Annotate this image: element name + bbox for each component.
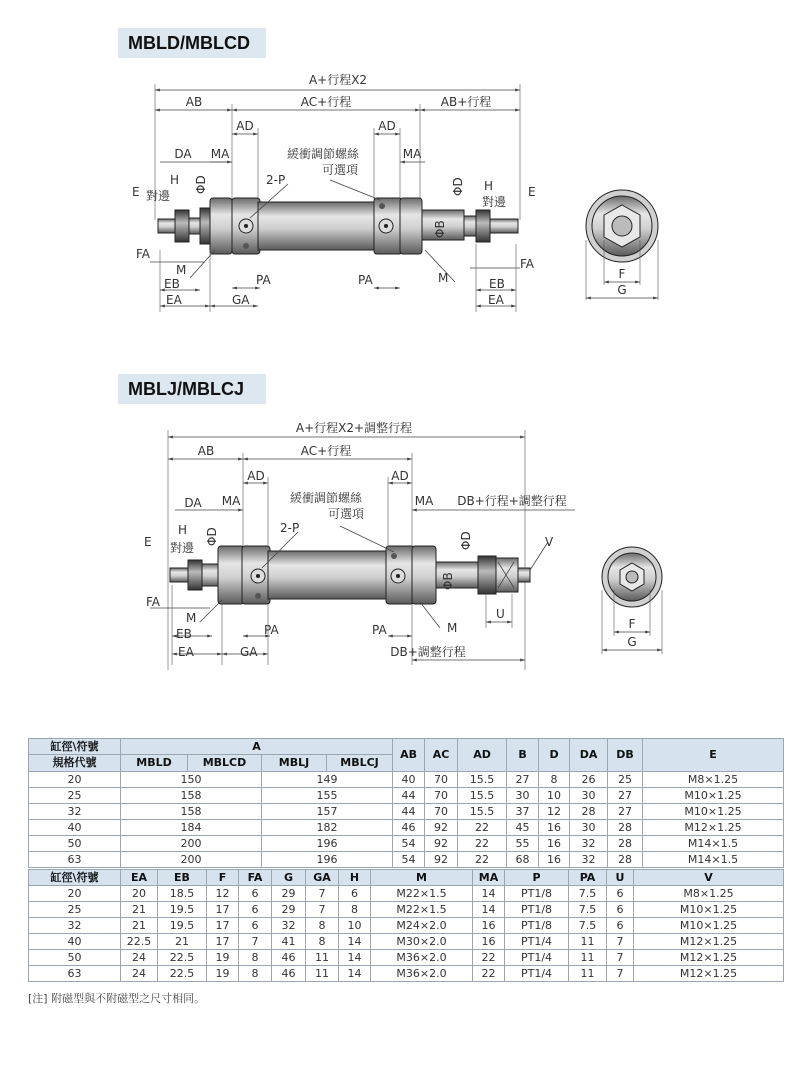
cell-g: 46 (272, 966, 306, 982)
spec-table-1 (28, 738, 784, 868)
dim-pa-right-2: PA (372, 623, 387, 637)
cell-v: M8×1.25 (634, 886, 784, 902)
dim-f: F (618, 267, 626, 281)
dim-b-2: ΦB (441, 572, 455, 590)
dim-m-left-2: M (186, 611, 197, 625)
cell-bore: 25 (29, 902, 121, 918)
dim-eb-right: EB (489, 277, 505, 291)
cell-ac: 70 (425, 788, 458, 804)
cell-ga: 11 (306, 966, 339, 982)
cell-g: 46 (272, 950, 306, 966)
cell-h: 8 (339, 902, 371, 918)
cell-eb: 21 (158, 934, 207, 950)
cell-bore: 32 (29, 804, 121, 820)
cell-da: 26 (570, 772, 608, 788)
mbld-drawing (0, 0, 800, 330)
dim-da: DA (174, 147, 192, 161)
cell-ea: 21 (121, 902, 158, 918)
label-optional: 可選項 (321, 163, 359, 177)
cell-b: 68 (507, 852, 539, 868)
label-flats-2: 對邊 (170, 541, 195, 555)
cell-ma: 14 (473, 886, 505, 902)
cell-b: 37 (507, 804, 539, 820)
cell-pa: 11 (569, 966, 607, 982)
cell-ea: 21 (121, 918, 158, 934)
cell-da: 32 (570, 852, 608, 868)
dim-d-left-2: ΦD (205, 527, 219, 546)
cell-fa: 8 (239, 950, 272, 966)
header-e: E (643, 739, 784, 772)
cell-pa: 7.5 (569, 918, 607, 934)
dim-fa-left: FA (136, 247, 151, 261)
cell-d: 16 (539, 852, 570, 868)
table-row (29, 852, 784, 868)
cell-ad: 15.5 (458, 788, 507, 804)
cell-ma: 14 (473, 902, 505, 918)
cell-da: 32 (570, 836, 608, 852)
cell-fa: 8 (239, 966, 272, 982)
cell-da: 28 (570, 804, 608, 820)
cell-da: 30 (570, 820, 608, 836)
cell-a2: 149 (262, 772, 393, 788)
cell-f: 19 (207, 950, 239, 966)
cell-eb: 19.5 (158, 918, 207, 934)
dim-ab-left: AB (185, 95, 203, 109)
dim-d-left: ΦD (194, 175, 208, 194)
cell-ga: 8 (306, 934, 339, 950)
cell-a2: 196 (262, 852, 393, 868)
header2-p: P (505, 870, 569, 886)
cell-u: 7 (607, 934, 634, 950)
cell-a1: 150 (121, 772, 262, 788)
cell-ab: 44 (393, 788, 425, 804)
cell-ab: 46 (393, 820, 425, 836)
cell-ea: 24 (121, 966, 158, 982)
cell-f: 17 (207, 918, 239, 934)
cell-ad: 15.5 (458, 804, 507, 820)
cell-bore: 32 (29, 918, 121, 934)
header-mblcj: MBLCJ (327, 755, 393, 772)
cell-ac: 70 (425, 804, 458, 820)
cell-pa: 7.5 (569, 886, 607, 902)
dim-e-2: E (144, 535, 152, 549)
dim-eb-2: EB (176, 627, 192, 641)
cell-ad: 22 (458, 836, 507, 852)
dim-ad-right-2: AD (391, 469, 409, 483)
cell-u: 6 (607, 886, 634, 902)
header-mbld: MBLD (121, 755, 188, 772)
cell-bore: 63 (29, 966, 121, 982)
cell-h: 14 (339, 934, 371, 950)
dim-ab-2: AB (197, 444, 215, 458)
table-row (29, 772, 784, 788)
cell-bore: 50 (29, 950, 121, 966)
dim-ad-left: AD (236, 119, 254, 133)
dim-db-bottom-2: DB+調整行程 (390, 645, 466, 659)
header2-pa: PA (569, 870, 607, 886)
table-row (29, 804, 784, 820)
header2-h: H (339, 870, 371, 886)
cell-d: 10 (539, 788, 570, 804)
cell-ga: 11 (306, 950, 339, 966)
cell-pa: 11 (569, 950, 607, 966)
table-row (29, 820, 784, 836)
cell-ad: 22 (458, 852, 507, 868)
label-flats-left: 對邊 (146, 189, 171, 203)
table-row (29, 836, 784, 852)
label-flats-right: 對邊 (482, 195, 507, 209)
cell-f: 17 (207, 934, 239, 950)
cell-ad: 22 (458, 820, 507, 836)
header-model: 規格代號 (29, 755, 121, 772)
cell-a1: 158 (121, 788, 262, 804)
dim-total: A+行程X2 (308, 73, 368, 87)
dim-eb-left: EB (164, 277, 180, 291)
cell-bore: 20 (29, 886, 121, 902)
cell-p: PT1/8 (505, 886, 569, 902)
dim-m-right-2: M (447, 621, 458, 635)
dim-u-2: U (496, 607, 505, 621)
dim-ac: AC+行程 (300, 95, 352, 109)
cell-ma: 22 (473, 966, 505, 982)
cell-ga: 7 (306, 886, 339, 902)
cell-m: M36×2.0 (371, 950, 473, 966)
cell-v: M10×1.25 (634, 902, 784, 918)
cell-b: 27 (507, 772, 539, 788)
cell-db: 28 (608, 836, 643, 852)
cell-ea: 24 (121, 950, 158, 966)
dim-db-2: DB+行程+調整行程 (457, 494, 567, 508)
dim-total-2: A+行程X2+調整行程 (295, 421, 413, 435)
cell-eb: 22.5 (158, 950, 207, 966)
header2-bore: 缸徑\符號 (29, 870, 121, 886)
cell-eb: 22.5 (158, 966, 207, 982)
header2-fa: FA (239, 870, 272, 886)
cell-g: 29 (272, 902, 306, 918)
cell-a1: 200 (121, 836, 262, 852)
dim-ga: GA (232, 293, 250, 307)
dim-e-left: E (132, 185, 140, 199)
table-row (29, 788, 784, 804)
cell-v: M12×1.25 (634, 934, 784, 950)
dim-f-2: F (628, 617, 636, 631)
cell-ma: 22 (473, 950, 505, 966)
cell-d: 16 (539, 836, 570, 852)
label-2p: 2-P (266, 173, 286, 187)
dim-d-right: ΦD (451, 177, 465, 196)
header-ab: AB (393, 739, 425, 772)
dim-g: G (617, 283, 627, 297)
label-2p-2: 2-P (280, 521, 300, 535)
header-bore: 缸徑\符號 (29, 739, 121, 755)
cell-u: 7 (607, 966, 634, 982)
cell-ac: 92 (425, 820, 458, 836)
cell-fa: 6 (239, 902, 272, 918)
cell-m: M22×1.5 (371, 886, 473, 902)
cell-db: 28 (608, 820, 643, 836)
dim-m-right: M (438, 271, 449, 285)
cell-g: 41 (272, 934, 306, 950)
dim-ma-right: MA (402, 147, 422, 161)
header2-ga: GA (306, 870, 339, 886)
cell-eb: 19.5 (158, 902, 207, 918)
cell-g: 32 (272, 918, 306, 934)
cell-b: 55 (507, 836, 539, 852)
cell-b: 45 (507, 820, 539, 836)
cell-m: M22×1.5 (371, 902, 473, 918)
label-optional-2: 可選項 (327, 507, 365, 521)
table-row (29, 950, 784, 966)
cell-e: M8×1.25 (643, 772, 784, 788)
cell-pa: 11 (569, 934, 607, 950)
cell-ma: 16 (473, 918, 505, 934)
cell-v: M12×1.25 (634, 966, 784, 982)
dim-h-2: H (178, 523, 188, 537)
dim-da-2: DA (184, 496, 202, 510)
dim-ea-right: EA (488, 293, 504, 307)
cell-ad: 15.5 (458, 772, 507, 788)
dim-ad-right: AD (378, 119, 396, 133)
cell-p: PT1/4 (505, 950, 569, 966)
cell-bore: 25 (29, 788, 121, 804)
cell-db: 27 (608, 804, 643, 820)
header-db: DB (608, 739, 643, 772)
cell-p: PT1/8 (505, 918, 569, 934)
cell-fa: 7 (239, 934, 272, 950)
cell-a2: 155 (262, 788, 393, 804)
dim-fa-right: FA (520, 257, 535, 271)
cell-e: M10×1.25 (643, 788, 784, 804)
cell-u: 7 (607, 950, 634, 966)
mblj-drawing (0, 410, 800, 680)
header2-ea: EA (121, 870, 158, 886)
dim-g-2: G (627, 635, 637, 649)
dim-pa-left-2: PA (264, 623, 279, 637)
cell-a1: 184 (121, 820, 262, 836)
dim-ac-2: AC+行程 (300, 444, 352, 458)
cell-p: PT1/8 (505, 902, 569, 918)
table-row (29, 918, 784, 934)
header-da: DA (570, 739, 608, 772)
cell-e: M14×1.5 (643, 836, 784, 852)
cell-ab: 54 (393, 836, 425, 852)
dim-v-2: V (545, 535, 554, 549)
cell-ac: 92 (425, 836, 458, 852)
cell-u: 6 (607, 918, 634, 934)
cell-v: M10×1.25 (634, 918, 784, 934)
cell-ga: 8 (306, 918, 339, 934)
cell-h: 14 (339, 966, 371, 982)
cell-a2: 196 (262, 836, 393, 852)
header2-g: G (272, 870, 306, 886)
cell-ea: 22.5 (121, 934, 158, 950)
cell-u: 6 (607, 902, 634, 918)
cell-f: 19 (207, 966, 239, 982)
header2-ma: MA (473, 870, 505, 886)
header2-v: V (634, 870, 784, 886)
cell-g: 29 (272, 886, 306, 902)
cell-m: M24×2.0 (371, 918, 473, 934)
cell-ac: 92 (425, 852, 458, 868)
cell-a1: 200 (121, 852, 262, 868)
header-ac: AC (425, 739, 458, 772)
table-row (29, 902, 784, 918)
cell-d: 12 (539, 804, 570, 820)
cell-h: 14 (339, 950, 371, 966)
cell-bore: 50 (29, 836, 121, 852)
cell-b: 30 (507, 788, 539, 804)
cell-bore: 40 (29, 820, 121, 836)
dim-b: ΦB (433, 220, 447, 238)
cell-v: M12×1.25 (634, 950, 784, 966)
cell-a2: 182 (262, 820, 393, 836)
table-row (29, 934, 784, 950)
cell-db: 28 (608, 852, 643, 868)
cell-f: 17 (207, 902, 239, 918)
dim-ma-left-2: MA (221, 494, 241, 508)
cell-h: 10 (339, 918, 371, 934)
dim-ma-right-2: MA (414, 494, 434, 508)
cell-d: 16 (539, 820, 570, 836)
dim-h-right: H (484, 179, 494, 193)
header2-u: U (607, 870, 634, 886)
dim-fa-2: FA (146, 595, 161, 609)
header-d: D (539, 739, 570, 772)
cell-bore: 20 (29, 772, 121, 788)
label-cushion-2: 緩衝調節螺絲 (289, 491, 363, 505)
cell-ab: 44 (393, 804, 425, 820)
cell-e: M10×1.25 (643, 804, 784, 820)
cell-ea: 20 (121, 886, 158, 902)
header2-m: M (371, 870, 473, 886)
label-cushion: 緩衝調節螺絲 (286, 147, 360, 161)
dim-ab-right: AB+行程 (440, 95, 492, 109)
dim-pa-left: PA (256, 273, 271, 287)
cell-ga: 7 (306, 902, 339, 918)
dim-pa-right: PA (358, 273, 373, 287)
cell-bore: 40 (29, 934, 121, 950)
cell-pa: 7.5 (569, 902, 607, 918)
header2-eb: EB (158, 870, 207, 886)
header-ad: AD (458, 739, 507, 772)
cell-db: 25 (608, 772, 643, 788)
cell-f: 12 (207, 886, 239, 902)
cell-p: PT1/4 (505, 934, 569, 950)
cell-m: M36×2.0 (371, 966, 473, 982)
cell-d: 8 (539, 772, 570, 788)
header2-f: F (207, 870, 239, 886)
cell-a1: 158 (121, 804, 262, 820)
dim-e-right: E (528, 185, 536, 199)
cell-e: M12×1.25 (643, 820, 784, 836)
cell-ac: 70 (425, 772, 458, 788)
spec-table-2 (28, 869, 784, 982)
table-row (29, 886, 784, 902)
section-title-mbld: MBLD/MBLCD (118, 28, 266, 58)
cell-db: 27 (608, 788, 643, 804)
dim-ea-2: EA (178, 645, 194, 659)
cell-eb: 18.5 (158, 886, 207, 902)
dim-ea-left: EA (166, 293, 182, 307)
footnote: [注] 附磁型與不附磁型之尺寸相同。 (28, 992, 206, 1005)
cell-fa: 6 (239, 886, 272, 902)
dim-d-right-2: ΦD (459, 531, 473, 550)
cell-bore: 63 (29, 852, 121, 868)
dim-h-left: H (170, 173, 180, 187)
cell-m: M30×2.0 (371, 934, 473, 950)
cell-h: 6 (339, 886, 371, 902)
table-row (29, 966, 784, 982)
dim-ma-left: MA (210, 147, 230, 161)
cell-fa: 6 (239, 918, 272, 934)
dim-m-left: M (176, 263, 187, 277)
cell-ab: 54 (393, 852, 425, 868)
dim-ad-left-2: AD (247, 469, 265, 483)
header-mblcd: MBLCD (188, 755, 262, 772)
cell-da: 30 (570, 788, 608, 804)
header-b: B (507, 739, 539, 772)
section-title-mblj: MBLJ/MBLCJ (118, 374, 266, 404)
header-mblj: MBLJ (262, 755, 327, 772)
cell-ab: 40 (393, 772, 425, 788)
header-a: A (121, 739, 393, 755)
cell-e: M14×1.5 (643, 852, 784, 868)
cell-ma: 16 (473, 934, 505, 950)
cell-p: PT1/4 (505, 966, 569, 982)
dim-ga-2: GA (240, 645, 258, 659)
cell-a2: 157 (262, 804, 393, 820)
